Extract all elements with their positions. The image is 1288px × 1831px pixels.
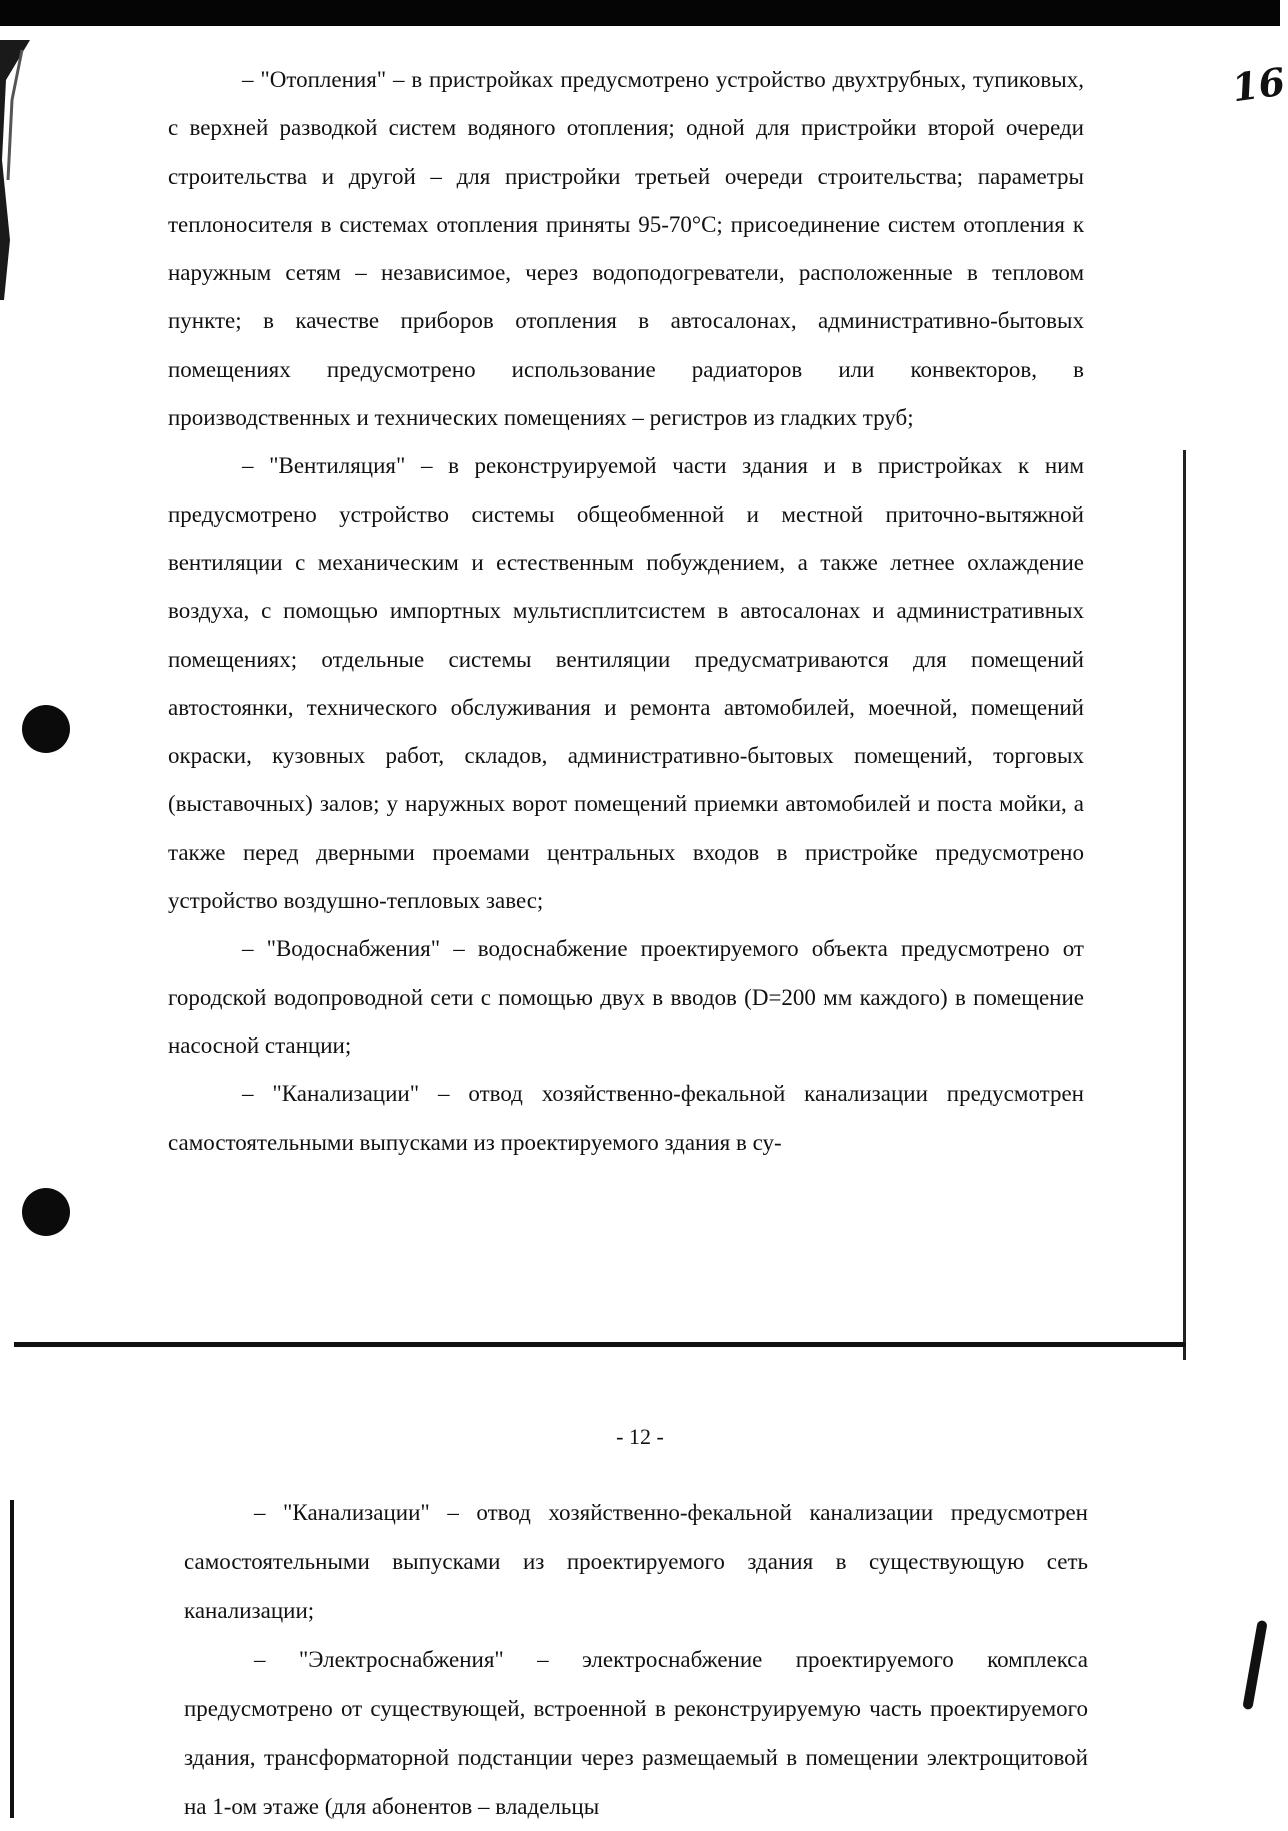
scan-ink-mark [1242, 1620, 1267, 1710]
scan-top-border [0, 0, 1280, 26]
page-top-text [168, 56, 1084, 1167]
scan-edge-artifact [0, 40, 38, 300]
paragraph-ventilation: – "Вентиляция" – в реконструируемой части здания и в пристройках к ним предусмотрено устройство системы общеобменной и местной приточно-вытяжной вентиляции с механическим и естественным побуждением, а также летнее охлаждение воздуха, с помощью импортных мультисплитсистем в автосалонах и административных помещениях; отдельные системы вентиляции предусматриваются для помещений автостоянки, технического обслуживания и ремонта автомобилей, моечной, помещений окраски, кузовных работ, складов, административно-бытовых помещений, торговых (выставочных) залов; у наружных ворот помещений приемки автомобилей и поста мойки, а также перед дверными проемами центральных входов в пристройке предусмотрено устройство воздушно-тепловых завес; [168, 453, 1084, 914]
paragraph-sewerage: – "Канализации" – отвод хозяйственно-фекальной канализации предусмотрен самостоятельными выпусками из проектируемого здания в су- [168, 1081, 1084, 1155]
punch-hole-bottom [22, 1188, 70, 1236]
page-bottom-text [184, 1488, 1088, 1831]
page-frame-bottom-line [14, 1342, 1186, 1347]
handwritten-page-mark: 16 [1229, 58, 1288, 111]
page-number: - 12 - [616, 1424, 664, 1449]
paragraph-heating: – "Отопления" – в пристройках предусмотрено устройство двухтрубных, тупиковых, с верхней разводкой систем водяного отопления; одной для пристройки второй очереди строительства и другой – для пристройки третьей очереди строительства; параметры теплоносителя в системах отопления приняты 95-70°С; присоединение систем отопления к наружным сетям – независимое, через водоподогреватели, расположенные в тепловом пункте; в качестве приборов отопления в автосалонах, административно-бытовых помещениях предусмотрено использование радиаторов или конвекторов, в производственных и технических помещениях – регистров из гладких труб; [168, 67, 1084, 431]
paragraph-power-supply: – "Электроснабжения" – электроснабжение проектируемого комплекса предусмотрено от существующей, встроенной в реконструируемую часть проектируемого здания, трансформаторной подстанции через размещаемый в помещении электрощитовой на 1-ом этаже (для абонентов – владельцы [184, 1647, 1088, 1819]
paragraph-water-supply: – "Водоснабжения" – водоснабжение проектируемого объекта предусмотрено от городской водопроводной сети с помощью двух в вводов (D=200 мм каждого) в помещение насосной станции; [168, 936, 1084, 1058]
punch-hole-top [22, 705, 70, 753]
page-frame-right-line [1183, 450, 1186, 1360]
paragraph-sewerage-continued: – "Канализации" – отвод хозяйственно-фекальной канализации предусмотрен самостоятельными выпусками из проектируемого здания в существующую сеть канализации; [184, 1500, 1088, 1623]
page-frame-left-line [10, 1500, 14, 1818]
